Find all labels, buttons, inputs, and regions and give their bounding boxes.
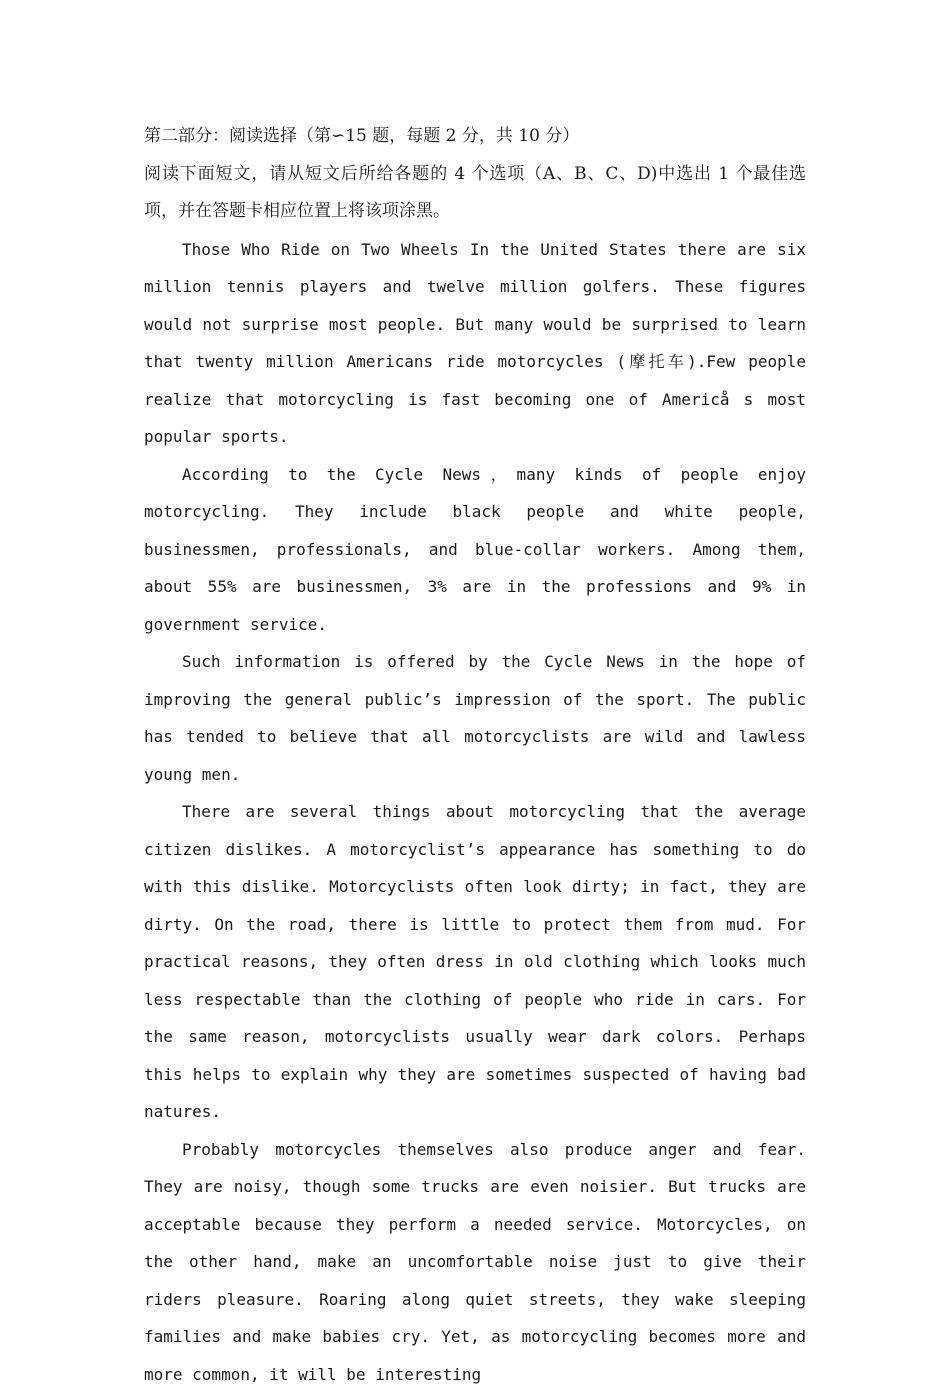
passage-paragraph-2: According to the Cycle News，many kinds of people enjoy motorcycling. They include black people and white people, businessmen, professionals, and blue-collar workers. Among them, about 55% are businessmen, 3% are in the professions and 9% in government service. xyxy=(144,456,806,644)
passage-paragraph-5: Probably motorcycles themselves also produce anger and fear. They are noisy, though some trucks are even noisier. But trucks are acceptable because they perform a needed service. Motorcycles, on the other hand, make an uncomfortable noise just to give their riders pleasure. Roaring along quiet streets, they wake sleeping families and make babies cry. Yet, as motorcycling becomes more and more common, it will be interesting xyxy=(144,1131,806,1393)
document-page xyxy=(144,118,806,1393)
passage-paragraph-1: Those Who Ride on Two Wheels In the United States there are six million tennis players and twelve million golfers. These figures would not surprise most people. But many would be surprised to learn that twenty million Americans ride motorcycles (摩托车).Few people realize that motorcycling is fast becoming one of Americå s most popular sports. xyxy=(144,231,806,456)
passage-paragraph-3: Such information is offered by the Cycle News in the hope of improving the general public’s impression of the sport. The public has tended to believe that all motorcyclists are wild and lawless young men. xyxy=(144,643,806,793)
section-title: 第二部分：阅读选择（第∽15 题，每题 2 分，共 10 分） xyxy=(144,118,806,156)
section-instructions: 阅读下面短文，请从短文后所给各题的 4 个选项（A、B、C、D)中选出 1 个最佳选 项，并在答题卡相应位置上将该项涂黑。 xyxy=(144,156,806,231)
passage-paragraph-4: There are several things about motorcycling that the average citizen dislikes. A motorcyclist’s appearance has something to do with this dislike. Motorcyclists often look dirty; in fact, they are dirty. On the road, there is little to protect them from mud. For practical reasons, they often dress in old clothing which looks much less respectable than the clothing of people who ride in cars. For the same reason, motorcyclists usually wear dark colors. Perhaps this helps to explain why they are sometimes suspected of having bad natures. xyxy=(144,793,806,1131)
